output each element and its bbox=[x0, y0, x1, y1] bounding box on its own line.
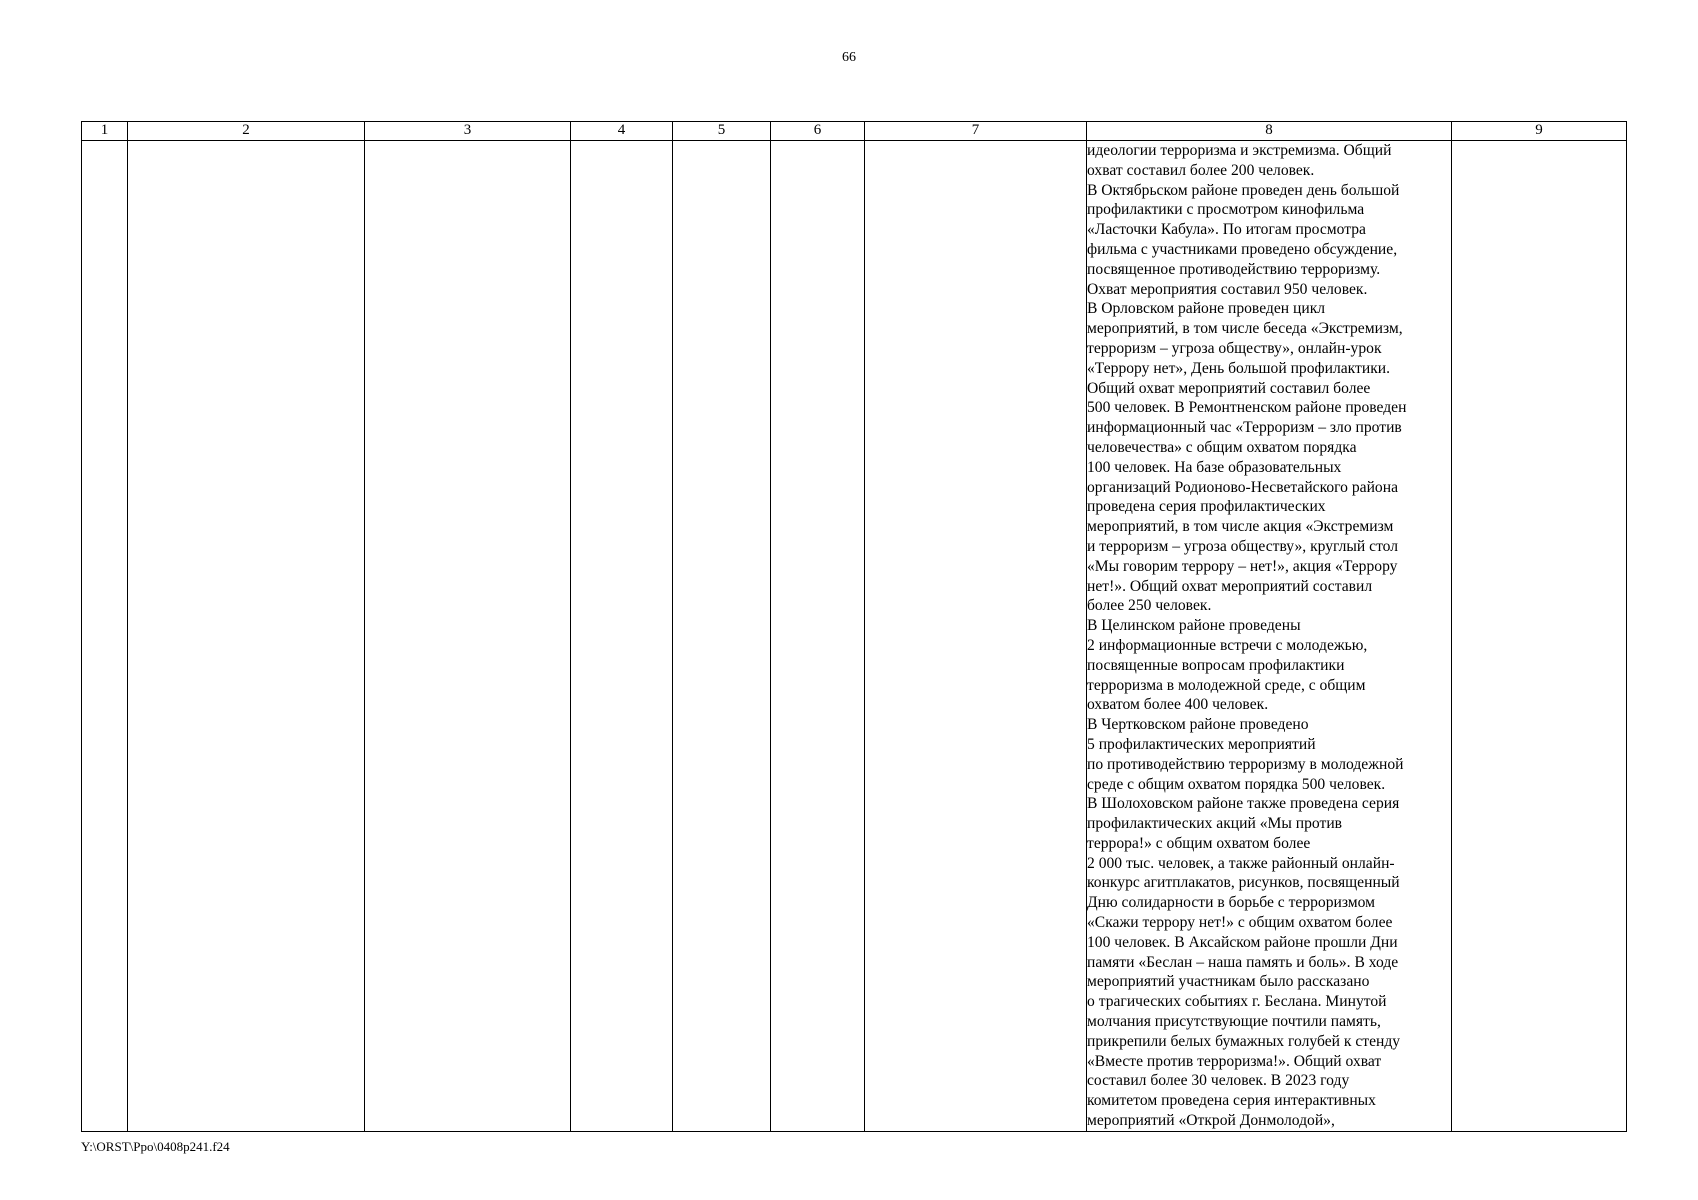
text-line: фильма с участниками проведено обсуждение, bbox=[1087, 240, 1398, 258]
text-line: В Целинском районе проведены bbox=[1087, 617, 1301, 635]
text-line: «Ласточки Кабула». По итогам просмотра bbox=[1087, 221, 1366, 239]
cell-col-4 bbox=[571, 141, 673, 1132]
text-line: по противодействию терроризму в молодежной bbox=[1087, 755, 1404, 773]
text-line: человечества» с общим охватом порядка bbox=[1087, 438, 1357, 456]
text-line: профилактических акций «Мы против bbox=[1087, 815, 1343, 833]
text-line: конкурс агитплакатов, рисунков, посвященный bbox=[1087, 874, 1400, 892]
cell-col-5 bbox=[673, 141, 771, 1132]
text-line: охватом более 400 человек. bbox=[1087, 696, 1269, 714]
cell-col-7 bbox=[865, 141, 1087, 1132]
column-header-1: 1 bbox=[82, 122, 128, 141]
text-line: 100 человек. На базе образовательных bbox=[1087, 458, 1342, 476]
text-line: памяти «Беслан – наша память и боль». В ходе bbox=[1087, 953, 1399, 971]
column-header-2: 2 bbox=[128, 122, 365, 141]
column-header-6: 6 bbox=[771, 122, 865, 141]
text-line: организаций Родионово-Несветайского района bbox=[1087, 478, 1398, 496]
page-number: 66 bbox=[842, 50, 856, 65]
text-line: охват составил более 200 человек. bbox=[1087, 161, 1315, 179]
text-line: молчания присутствующие почтили память, bbox=[1087, 1013, 1381, 1031]
text-line: «Мы говорим террору – нет!», акция «Террору bbox=[1087, 557, 1398, 575]
text-line: Общий охват мероприятий составил более bbox=[1087, 379, 1371, 397]
text-line: более 250 человек. bbox=[1087, 597, 1212, 615]
text-line: В Шолоховском районе также проведена серия bbox=[1087, 795, 1400, 813]
cell-col-9 bbox=[1452, 141, 1627, 1132]
text-line: комитетом проведена серия интерактивных bbox=[1087, 1092, 1376, 1110]
text-line: проведена серия профилактических bbox=[1087, 498, 1326, 516]
table-row bbox=[82, 141, 1627, 1132]
text-line: 2 000 тыс. человек, а также районный онлайн- bbox=[1087, 854, 1395, 872]
text-line: посвященное противодействию терроризму. bbox=[1087, 260, 1381, 278]
text-line: мероприятий участникам было рассказано bbox=[1087, 973, 1370, 991]
cell-col-3 bbox=[365, 141, 571, 1132]
text-line: В Октябрьском районе проведен день большой bbox=[1087, 181, 1400, 199]
text-line: 100 человек. В Аксайском районе прошли Дни bbox=[1087, 933, 1398, 951]
column-header-8: 8 bbox=[1087, 122, 1452, 141]
text-line: о трагических событиях г. Беслана. Минутой bbox=[1087, 993, 1387, 1011]
cell-col-1 bbox=[82, 141, 128, 1132]
text-line: посвященные вопросам профилактики bbox=[1087, 656, 1345, 674]
text-line: Охват мероприятия составил 950 человек. bbox=[1087, 280, 1368, 298]
file-path-footer: Y:\ORST\Ppo\0408p241.f24 bbox=[81, 1139, 230, 1154]
text-line: терроризм – угроза обществу», онлайн-урок bbox=[1087, 339, 1382, 357]
column-header-9: 9 bbox=[1452, 122, 1627, 141]
column-header-4: 4 bbox=[571, 122, 673, 141]
text-line: 500 человек. В Ремонтненском районе проведен bbox=[1087, 399, 1407, 417]
text-line: «Террору нет», День большой профилактики. bbox=[1087, 359, 1391, 377]
text-line: терроризма в молодежной среде, с общим bbox=[1087, 676, 1366, 694]
text-line: террора!» с общим охватом более bbox=[1087, 834, 1311, 852]
text-line: информационный час «Терроризм – зло против bbox=[1087, 419, 1402, 437]
text-line: идеологии терроризма и экстремизма. Общий bbox=[1087, 142, 1392, 159]
text-line: составил более 30 человек. В 2023 году bbox=[1087, 1072, 1350, 1090]
text-line: и терроризм – угроза обществу», круглый стол bbox=[1087, 537, 1399, 555]
column-header-7: 7 bbox=[865, 122, 1087, 141]
text-line: прикрепили белых бумажных голубей к стенду bbox=[1087, 1032, 1401, 1050]
cell-col-6 bbox=[771, 141, 865, 1132]
text-line: мероприятий, в том числе беседа «Экстремизм, bbox=[1087, 320, 1403, 338]
cell-col-8-report-text bbox=[1087, 141, 1452, 1132]
text-line: «Скажи террору нет!» с общим охватом более bbox=[1087, 914, 1393, 932]
column-number-row bbox=[82, 122, 1627, 141]
text-line: В Чертковском районе проведено bbox=[1087, 716, 1309, 734]
cell-col-2 bbox=[128, 141, 365, 1132]
text-line: В Орловском районе проведен цикл bbox=[1087, 300, 1326, 318]
text-line: мероприятий «Открой Донмолодой», bbox=[1087, 1112, 1335, 1130]
text-line: Дню солидарности в борьбе с терроризмом bbox=[1087, 894, 1376, 912]
document-table bbox=[81, 121, 1627, 1132]
column-header-5: 5 bbox=[673, 122, 771, 141]
text-line: 2 информационные встречи с молодежью, bbox=[1087, 636, 1368, 654]
text-line: 5 профилактических мероприятий bbox=[1087, 735, 1316, 753]
text-line: нет!». Общий охват мероприятий составил bbox=[1087, 577, 1373, 595]
text-line: мероприятий, в том числе акция «Экстремизм bbox=[1087, 518, 1394, 536]
column-header-3: 3 bbox=[365, 122, 571, 141]
text-line: среде с общим охватом порядка 500 человек. bbox=[1087, 775, 1386, 793]
text-line: «Вместе против терроризма!». Общий охват bbox=[1087, 1052, 1382, 1070]
text-line: профилактики с просмотром кинофильма bbox=[1087, 201, 1365, 219]
